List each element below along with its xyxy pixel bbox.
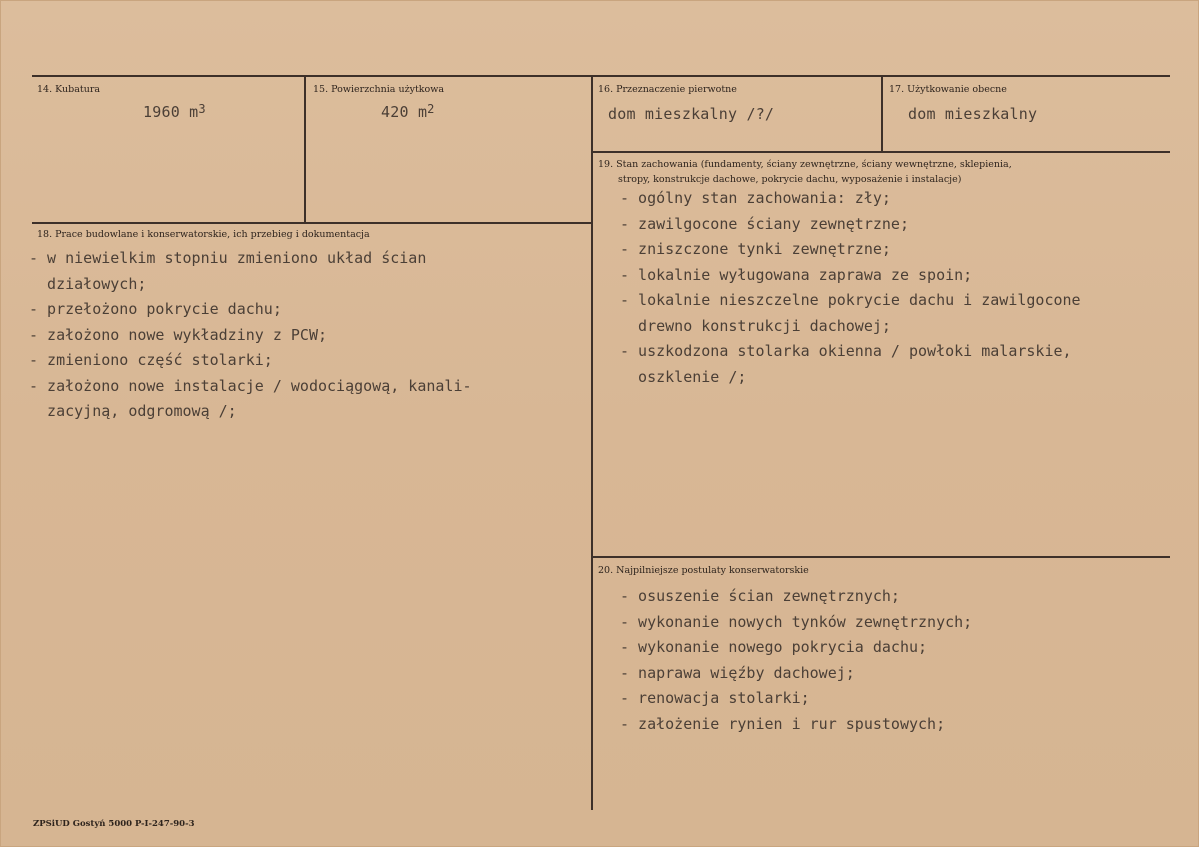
rule-above-18 xyxy=(32,222,592,224)
list-item: - lokalnie wyługowana zaprawa ze spoin; xyxy=(620,265,973,284)
divider-center xyxy=(591,75,593,810)
list-item: - uszkodzona stolarka okienna / powłoki malarskie, xyxy=(620,342,1072,360)
field-14-value xyxy=(143,103,206,121)
field-15-value xyxy=(381,103,435,121)
list-item: - naprawa więźby dachowej; xyxy=(620,663,855,682)
field-14-unit: m xyxy=(189,103,199,121)
list-item: - ogólny stan zachowania: zły; xyxy=(620,189,891,207)
list-item: - zawilgocone ściany zewnętrzne; xyxy=(620,214,909,233)
field-17-label: 17. Użytkowanie obecne xyxy=(889,84,1007,95)
field-14-number: 1960 xyxy=(143,103,180,121)
field-15-label: 15. Powierzchnia użytkowa xyxy=(313,84,445,95)
list-item: - przełożono pokrycie dachu; xyxy=(29,300,282,318)
field-14-exponent: 3 xyxy=(198,102,206,116)
field-17-value: dom mieszkalny xyxy=(908,105,1038,123)
field-18-label: 18. Prace budowlane i konserwatorskie, ich przebieg i dokumentacja xyxy=(37,229,370,240)
divider-14-15 xyxy=(304,75,306,223)
list-item: - założenie rynien i rur spustowych; xyxy=(620,714,946,733)
list-item: drewno konstrukcji dachowej; xyxy=(620,316,891,335)
field-20-label: 20. Najpilniejsze postulaty konserwatorskie xyxy=(598,565,809,576)
list-item: - założono nowe wykładziny z PCW; xyxy=(29,325,328,344)
field-19-label-line-1: 19. Stan zachowania (fundamenty, ściany zewnętrzne, ściany wewnętrzne, sklepienia, xyxy=(598,159,1012,170)
field-19-label-line-2: stropy, konstrukcje dachowe, pokrycie dachu, wyposażenie i instalacje) xyxy=(618,174,962,185)
field-18-list xyxy=(29,246,472,425)
divider-16-17 xyxy=(881,75,883,152)
field-20-list xyxy=(620,584,972,737)
list-item: - założono nowe instalacje / wodociągową, kanali- xyxy=(29,376,472,395)
field-15-exponent: 2 xyxy=(427,102,435,116)
list-item: - zniszczone tynki zewnętrzne; xyxy=(620,240,891,258)
field-14-label: 14. Kubatura xyxy=(37,84,101,95)
list-item: działowych; xyxy=(29,274,147,293)
field-15-number: 420 xyxy=(381,103,409,121)
list-item: zacyjną, odgromową /; xyxy=(29,402,237,420)
rule-above-20 xyxy=(591,556,1170,558)
top-rule xyxy=(32,75,1170,77)
list-item: - osuszenie ścian zewnętrznych; xyxy=(620,587,900,605)
field-16-value: dom mieszkalny /?/ xyxy=(608,105,775,123)
list-item: - renowacja stolarki; xyxy=(620,689,810,707)
field-15-unit: m xyxy=(417,103,428,121)
list-item: - wykonanie nowych tynków zewnętrznych; xyxy=(620,612,973,631)
list-item: - zmieniono część stolarki; xyxy=(29,351,273,369)
list-item: - wykonanie nowego pokrycia dachu; xyxy=(620,638,928,656)
list-item: - lokalnie nieszczelne pokrycie dachu i zawilgocone xyxy=(620,291,1081,309)
field-16-label: 16. Przeznaczenie pierwotne xyxy=(598,84,737,95)
list-item: oszklenie /; xyxy=(620,367,747,386)
list-item: - w niewielkim stopniu zmieniono układ ścian xyxy=(29,249,427,267)
rule-under-16-17 xyxy=(591,151,1170,153)
print-imprint: ZPSiUD Gostyń 5000 P-I-247-90-3 xyxy=(33,819,195,829)
field-19-list xyxy=(620,186,1081,390)
